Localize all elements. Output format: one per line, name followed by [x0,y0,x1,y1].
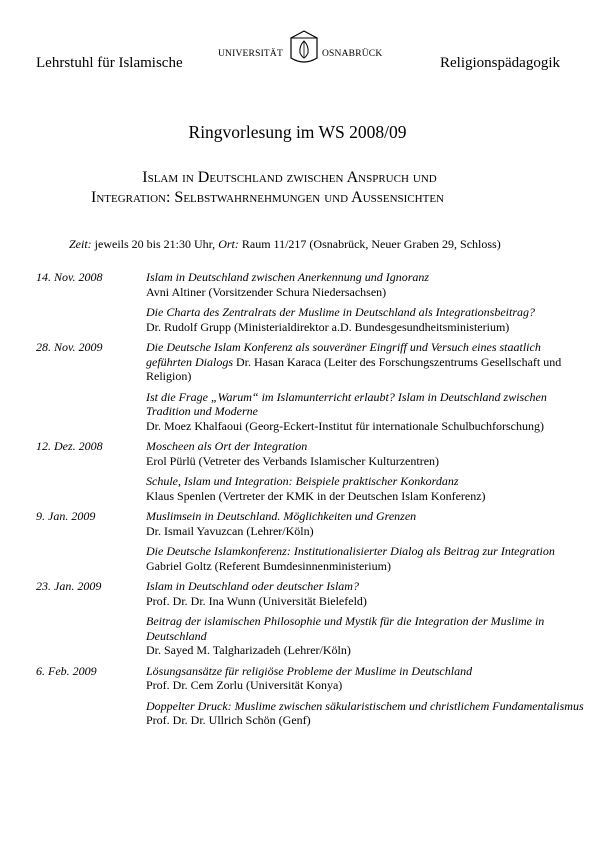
talk-title: Ist die Frage „Warum“ im Islamunterricht erlaubt? Islam in Deutschland zwischen Tradition und Moderne [146,389,547,418]
talk-title: Islam in Deutschland oder deutscher Islam? [146,579,359,593]
subtitle-line-1: Islam in Deutschland zwischen Anspruch und [142,169,437,186]
schedule-date: 9. Jan. 2009 [36,509,96,523]
talk-entry [146,439,586,468]
talk-entry [146,270,586,299]
talk-entry [146,305,586,334]
lecture-schedule [0,270,595,734]
talk-entry [146,509,586,538]
schedule-date: 23. Jan. 2009 [36,579,102,593]
schedule-day [0,664,595,728]
talk-speaker: Dr. Rudolf Grupp (Ministerialdirektor a.D. Bundesgesundheitsministerium) [146,319,510,334]
talk-entry [146,579,586,608]
talk-speaker: Dr. Hasan Karaca (Leiter des Forschungszentrums Gesellschaft und Religion) [146,354,562,383]
subtitle-line-2: Integration: Selbstwahrnehmungen und Außensichten [90,189,444,206]
university-emblem-icon [288,28,320,68]
talk-speaker: Gabriel Goltz (Referent Bumdesinnenministerium) [146,558,391,573]
schedule-date: 6. Feb. 2009 [36,663,97,678]
header-left-text: Lehrstuhl für Islamische [36,55,183,71]
schedule-date: 28. Nov. 2009 [36,340,103,354]
talk-entry [146,664,586,693]
talk-title: Die Deutsche Islamkonferenz: Institutionalisierter Dialog als Beitrag zur Integration [146,544,555,558]
schedule-day [0,270,595,334]
talk-title: Die Deutsche Islam Konferenz als souveräner Eingriff und Versuch eines staatlich geführten Dialogs [146,340,541,369]
schedule-date: 12. Dez. 2008 [36,439,103,453]
talk-title: Lösungsansätze für religiöse Probleme der Muslime in Deutschland [146,663,473,678]
zeit-label: Zeit: [69,237,92,251]
talk-entry [146,544,586,573]
schedule-date: 14. Nov. 2008 [36,270,103,284]
logo-right-text: OSNABRÜCK [322,49,383,59]
talk-entry [146,340,586,384]
schedule-day [0,579,595,658]
schedule-day [0,340,595,433]
zeit-value: jeweils 20 bis 21:30 Uhr, [94,237,216,251]
talk-title: Muslimsein in Deutschland. Möglichkeiten und Grenzen [146,509,417,523]
talk-title: Islam in Deutschland zwischen Anerkennung und Ignoranz [146,270,430,284]
talk-speaker: Prof. Dr. Dr. Ullrich Schön (Genf) [146,713,311,727]
ort-label: Ort: [218,237,239,251]
talk-entry [146,614,586,658]
talk-entry [146,390,586,434]
talk-speaker: Dr. Sayed M. Talgharizadeh (Lehrer/Köln) [146,643,351,657]
talk-speaker: Erol Pürlü (Vetreter des Verbands Islamischer Kulturzentren) [146,453,440,468]
header-right-text: Religionspädagogik [440,55,560,71]
talk-speaker: Prof. Dr. Cem Zorlu (Universität Konya) [146,678,343,692]
talk-title: Doppelter Druck: Muslime zwischen säkularistischem und christlichem Fundamentalismus [146,698,584,713]
schedule-day [0,509,595,573]
talk-title: Die Charta des Zentralrats der Muslime in Deutschland als Integrationsbeitrag? [146,305,535,319]
talk-speaker: Klaus Spenlen (Vertreter der KMK in der Deutschen Islam Konferenz) [146,488,486,503]
ort-value: Raum 11/217 (Osnabrück, Neuer Graben 29, Schloss) [241,237,501,251]
talk-speaker: Avni Altiner (Vorsitzender Schura Niedersachsen) [146,284,387,299]
talk-entry [146,474,586,503]
talk-speaker: Prof. Dr. Dr. Ina Wunn (Universität Bielefeld) [146,593,367,608]
talk-title: Schule, Islam und Integration: Beispiele praktischer Konkordanz [146,474,459,488]
talk-title: Moscheen als Ort der Integration [146,439,308,453]
university-logo [218,28,386,76]
talk-speaker: Dr. Moez Khalfaoui (Georg-Eckert-Institut für internationale Schulbuchforschung) [146,418,544,433]
schedule-day [0,439,595,503]
talk-speaker: Dr. Ismail Yavuzcan (Lehrer/Köln) [146,523,314,538]
page-title: Ringvorlesung im WS 2008/09 [188,122,407,142]
talk-title: Beitrag der islamischen Philosophie und Mystik für die Integration der Muslime in Deutschland [146,614,545,643]
logo-left-text: UNIVERSITÄT [218,49,283,59]
talk-entry [146,699,586,728]
time-location-line [69,237,501,252]
